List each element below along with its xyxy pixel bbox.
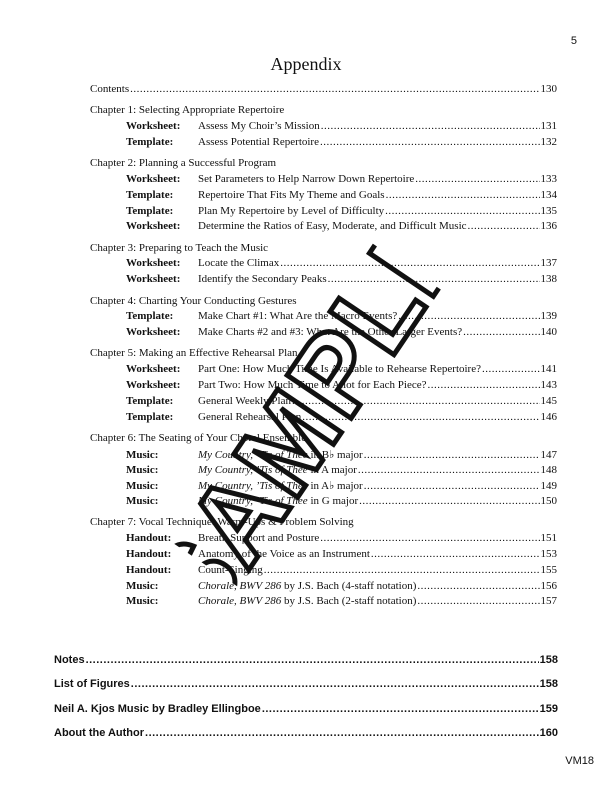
toc-entry[interactable]: [90, 548, 557, 564]
toc-entry-title: Part Two: How Much Time to Allot for Each Piece?: [198, 379, 427, 392]
toc-entry[interactable]: [90, 464, 557, 480]
toc-entry[interactable]: [90, 564, 557, 580]
page-number: 5: [570, 35, 577, 47]
toc-entry-italic-title: My Country, ’Tis of Thee: [198, 495, 308, 508]
toc-entry[interactable]: [90, 363, 557, 379]
back-matter-entry[interactable]: [54, 654, 558, 678]
toc-entry-kind: Worksheet:: [126, 120, 181, 133]
toc-page-number: 149: [540, 480, 557, 493]
toc-entry-title: Repertoire That Fits My Theme and Goals: [198, 188, 385, 201]
toc-entry[interactable]: [90, 411, 557, 427]
toc-entry-kind: Music:: [126, 595, 159, 608]
chapter-heading: [90, 295, 557, 311]
toc-page-number: 155: [540, 563, 557, 576]
toc-entry[interactable]: [90, 448, 557, 464]
toc-page-number: 158: [539, 654, 558, 666]
chapter-heading: [90, 242, 557, 258]
toc-entry-title: [198, 580, 416, 592]
dot-leader: [131, 678, 539, 690]
toc-entry-title-rest: by J.S. Bach (4-staff notation): [281, 579, 417, 592]
toc-entry[interactable]: [90, 257, 557, 273]
toc-entry-title: Notes: [54, 654, 85, 666]
chapter-heading: [90, 104, 557, 120]
dot-leader: [415, 173, 539, 185]
toc-page-number: 150: [540, 495, 557, 508]
toc-entry-title: [198, 448, 363, 461]
toc-page-number: 157: [540, 595, 557, 608]
back-matter-entry[interactable]: [54, 727, 558, 751]
toc-page-number: 151: [540, 532, 557, 545]
toc-entry-kind: Worksheet:: [126, 220, 181, 233]
sample-watermark-text: SAMPLE: [154, 232, 456, 598]
dot-leader: [364, 449, 540, 461]
dot-leader: [398, 310, 539, 322]
toc-page-number: 140: [540, 326, 557, 339]
toc-entry-title: Neil A. Kjos Music by Bradley Ellingboe: [54, 702, 261, 715]
toc-page-number: 132: [540, 135, 557, 148]
toc-entry-title: Locate the Climax: [198, 257, 280, 270]
toc-page-number: 136: [540, 220, 557, 233]
toc-entry[interactable]: [90, 173, 557, 189]
toc-page-number: 160: [539, 726, 558, 739]
toc-entry-kind: Worksheet:: [126, 172, 181, 185]
toc-entry-kind: Music:: [126, 579, 159, 592]
dot-leader: [145, 727, 539, 739]
toc-entry[interactable]: [90, 136, 557, 152]
chapter-heading-text: Chapter 4: Charting Your Conducting Gestures: [90, 294, 297, 307]
toc-entry[interactable]: [90, 580, 557, 596]
toc-entry-kind: Handout:: [126, 563, 172, 576]
toc-page-number: 134: [540, 188, 557, 201]
toc-entry-kind: Music:: [126, 480, 159, 493]
toc-entry-title: [198, 495, 358, 507]
dot-leader: [320, 532, 539, 544]
toc-entry-title: [198, 464, 357, 476]
toc-page-number: 130: [540, 83, 557, 95]
dot-leader: [264, 564, 540, 576]
toc-page-number: 135: [540, 204, 557, 217]
toc-entry-kind: Template:: [126, 188, 174, 201]
toc-page-number: 137: [540, 257, 557, 270]
toc-page-number: 133: [540, 172, 557, 185]
dot-leader: [359, 495, 539, 507]
toc-entry-title: Set Parameters to Help Narrow Down Repertoire: [198, 172, 415, 185]
chapter-list: [90, 104, 557, 611]
back-matter-entry[interactable]: [54, 678, 558, 702]
toc-entry-kind: Template:: [126, 135, 174, 148]
toc-entry-title: Plan My Repertoire by Level of Difficulty: [198, 204, 385, 217]
toc-entry-kind: Worksheet:: [126, 379, 181, 392]
chapter-heading: [90, 347, 557, 363]
chapter-heading-text: Chapter 6: The Seating of Your Choral Ensemble: [90, 431, 307, 444]
toc-entry-title: About the Author: [54, 726, 145, 739]
toc-entry-title: Breath Support and Posture: [198, 532, 320, 545]
dot-leader: [358, 464, 540, 476]
table-of-contents: [90, 83, 557, 611]
toc-entry-title: List of Figures: [54, 678, 130, 691]
toc-entry-title-rest: in B♭ major: [307, 448, 363, 461]
toc-entry[interactable]: [90, 273, 557, 289]
dot-leader: [130, 83, 539, 95]
toc-entry-kind: Worksheet:: [126, 326, 181, 339]
toc-entry-title: Make Chart #1: What Are the Macro Events?: [198, 310, 398, 323]
toc-entry[interactable]: [90, 326, 557, 342]
toc-entry-title: Make Charts #2 and #3: What Are the Other Larger Events?: [198, 326, 463, 339]
toc-entry[interactable]: [90, 310, 557, 326]
toc-entry-kind: Template:: [126, 310, 174, 323]
toc-page-number: 146: [540, 410, 557, 423]
dot-leader: [364, 480, 540, 492]
toc-entry-kind: Template:: [126, 204, 174, 217]
toc-entry[interactable]: [90, 379, 557, 395]
toc-page-number: 138: [540, 273, 557, 286]
toc-entry[interactable]: [90, 495, 557, 511]
toc-entry-title: Determine the Ratios of Easy, Moderate, and Difficult Music: [198, 220, 467, 233]
toc-entry-kind: Handout:: [126, 548, 172, 561]
toc-page-number: 147: [540, 448, 557, 461]
toc-entry-title-rest: in G major: [307, 495, 359, 508]
toc-entry-title: Identify the Secondary Peaks: [198, 273, 327, 286]
toc-entry-title-rest: in A major: [307, 463, 357, 476]
toc-entry-title-rest: in A♭ major: [307, 480, 363, 493]
chapter-heading-text: Chapter 2: Planning a Successful Program: [90, 157, 277, 170]
dot-leader: [86, 654, 539, 666]
dot-leader: [386, 189, 540, 201]
toc-page-number: 131: [540, 120, 557, 133]
toc-entry-italic-title: My Country, ’Tis of Thee: [198, 448, 308, 461]
toc-entry-italic-title: My Country, ’Tis of Thee: [198, 480, 308, 493]
toc-entry-kind: Worksheet:: [126, 273, 181, 286]
toc-entry-italic-title: Chorale, BWV 286: [198, 579, 282, 592]
dot-leader: [321, 120, 540, 132]
toc-entry-title: Anatomy of the Voice as an Instrument: [198, 548, 370, 561]
toc-entry-title: General Weekly Plan: [198, 394, 291, 407]
toc-entry-kind: Music:: [126, 448, 159, 461]
footer-code: VM18: [565, 755, 594, 767]
dot-leader: [417, 580, 539, 592]
toc-entry-kind: Music:: [126, 495, 159, 508]
toc-entry-kind: Music:: [126, 463, 159, 476]
toc-entry-kind: Worksheet:: [126, 363, 181, 376]
dot-leader: [262, 703, 539, 715]
toc-entry-title: Contents: [90, 83, 130, 95]
toc-entry-kind: Template:: [126, 394, 174, 407]
toc-entry[interactable]: [90, 395, 557, 411]
toc-page-number: 159: [539, 702, 558, 715]
chapter-heading: [90, 516, 557, 532]
toc-entry-kind: Template:: [126, 410, 174, 423]
toc-entry-title: Part One: How Much Time Is Available to Rehearse Repertoire?: [198, 363, 481, 376]
chapter-heading-text: Chapter 7: Vocal Technique: Warm-Ups & Problem Solving: [90, 516, 354, 529]
back-matter-entry[interactable]: [54, 703, 558, 727]
toc-entry[interactable]: [90, 220, 557, 236]
dot-leader: [302, 411, 539, 423]
toc-entry-kind: Handout:: [126, 532, 172, 545]
dot-leader: [385, 205, 539, 217]
dot-leader: [468, 220, 540, 232]
toc-page-number: 143: [540, 379, 557, 392]
chapter-heading: [90, 432, 557, 448]
toc-entry[interactable]: [90, 205, 557, 221]
toc-entry-kind: Worksheet:: [126, 257, 181, 270]
chapter-heading-text: Chapter 5: Making an Effective Rehearsal Plan: [90, 347, 298, 360]
toc-entry-title: Assess My Choir’s Mission: [198, 120, 320, 133]
toc-entry-title: [198, 595, 416, 607]
dot-leader: [328, 273, 540, 285]
dot-leader: [292, 395, 540, 407]
toc-entry-title: General Rehearsal Plan: [198, 410, 302, 423]
dot-leader: [320, 136, 540, 148]
toc-entry-italic-title: My Country, ’Tis of Thee: [198, 463, 308, 476]
back-matter-list: [54, 654, 558, 751]
dot-leader: [280, 257, 539, 269]
dot-leader: [427, 379, 539, 391]
toc-entry-title-rest: by J.S. Bach (2-staff notation): [281, 595, 417, 608]
page-title: Appendix: [270, 54, 342, 74]
dot-leader: [482, 363, 540, 375]
toc-entry[interactable]: [90, 120, 557, 136]
dot-leader: [371, 548, 540, 560]
toc-page-number: 156: [540, 579, 557, 592]
toc-page-number: 139: [540, 310, 557, 323]
toc-entry[interactable]: [90, 479, 557, 495]
toc-entry[interactable]: [90, 595, 557, 611]
dot-leader: [463, 326, 539, 338]
chapter-heading: [90, 157, 557, 173]
dot-leader: [417, 595, 539, 607]
toc-entry[interactable]: [90, 532, 557, 548]
toc-entry-title: Count-Singing: [198, 563, 263, 576]
chapter-heading-text: Chapter 1: Selecting Appropriate Repertoire: [90, 104, 285, 117]
toc-page-number: 153: [540, 548, 557, 561]
toc-entry-title: Assess Potential Repertoire: [198, 135, 319, 148]
toc-entry-title: [198, 479, 363, 492]
toc-page-number: 145: [540, 394, 557, 407]
toc-entry-italic-title: Chorale, BWV 286: [198, 595, 282, 608]
toc-entry[interactable]: [90, 189, 557, 205]
toc-page-number: 141: [540, 363, 557, 376]
toc-page-number: 148: [540, 463, 557, 476]
toc-contents-row[interactable]: [90, 83, 557, 99]
toc-page-number: 158: [539, 678, 558, 691]
chapter-heading-text: Chapter 3: Preparing to Teach the Music: [90, 241, 269, 254]
